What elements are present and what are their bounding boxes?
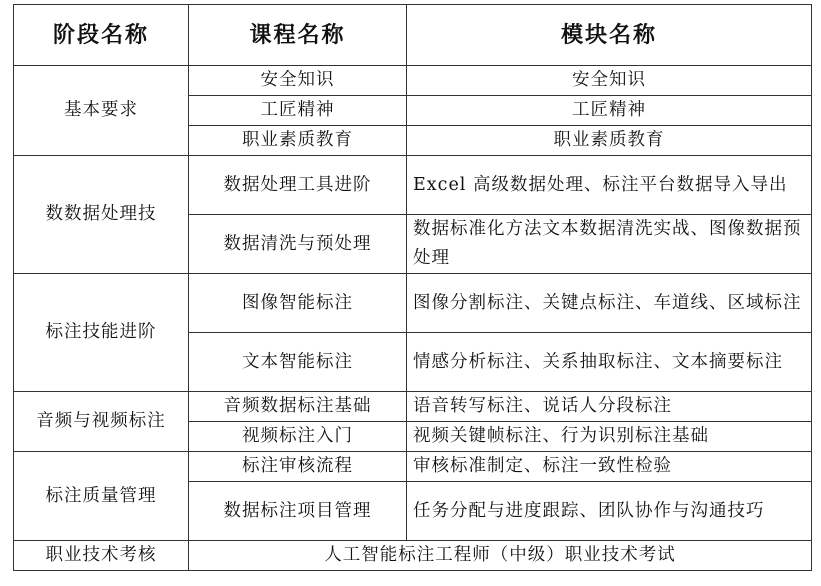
module-cell: 安全知识 — [407, 66, 812, 96]
stage-cell: 标注质量管理 — [14, 452, 189, 541]
course-cell: 视频标注入门 — [189, 422, 407, 452]
header-course-name: 课程名称 — [189, 5, 407, 66]
curriculum-table — [13, 4, 812, 571]
module-cell: 审核标准制定、标注一致性检验 — [407, 452, 812, 482]
header-module-name: 模块名称 — [407, 5, 812, 66]
header-row — [14, 5, 812, 66]
module-cell: 情感分析标注、关系抽取标注、文本摘要标注 — [407, 333, 812, 392]
exam-content-cell: 人工智能标注工程师（中级）职业技术考试 — [189, 541, 812, 571]
course-cell: 数据清洗与预处理 — [189, 215, 407, 274]
header-stage-name: 阶段名称 — [14, 5, 189, 66]
table-row — [14, 274, 812, 333]
stage-cell: 标注技能进阶 — [14, 274, 189, 392]
table-row — [14, 452, 812, 482]
table-row — [14, 156, 812, 215]
module-cell: 图像分割标注、关键点标注、车道线、区域标注 — [407, 274, 812, 333]
course-cell: 图像智能标注 — [189, 274, 407, 333]
course-cell: 职业素质教育 — [189, 126, 407, 156]
module-cell: 语音转写标注、说话人分段标注 — [407, 392, 812, 422]
course-cell: 安全知识 — [189, 66, 407, 96]
course-cell: 文本智能标注 — [189, 333, 407, 392]
module-cell: 职业素质教育 — [407, 126, 812, 156]
stage-cell: 音频与视频标注 — [14, 392, 189, 452]
module-cell: 视频关键帧标注、行为识别标注基础 — [407, 422, 812, 452]
stage-cell: 基本要求 — [14, 66, 189, 156]
curriculum-table-container — [13, 4, 812, 571]
table-row — [14, 541, 812, 571]
course-cell: 数据标注项目管理 — [189, 482, 407, 541]
stage-cell: 职业技术考核 — [14, 541, 189, 571]
table-row — [14, 392, 812, 422]
table-row — [14, 66, 812, 96]
course-cell: 音频数据标注基础 — [189, 392, 407, 422]
course-cell: 标注审核流程 — [189, 452, 407, 482]
module-cell: 数据标准化方法文本数据清洗实战、图像数据预处理 — [407, 215, 812, 274]
course-cell: 工匠精神 — [189, 96, 407, 126]
stage-cell: 数数据处理技 — [14, 156, 189, 274]
module-cell: Excel 高级数据处理、标注平台数据导入导出 — [407, 156, 812, 215]
module-cell: 工匠精神 — [407, 96, 812, 126]
module-cell: 任务分配与进度跟踪、团队协作与沟通技巧 — [407, 482, 812, 541]
course-cell: 数据处理工具进阶 — [189, 156, 407, 215]
